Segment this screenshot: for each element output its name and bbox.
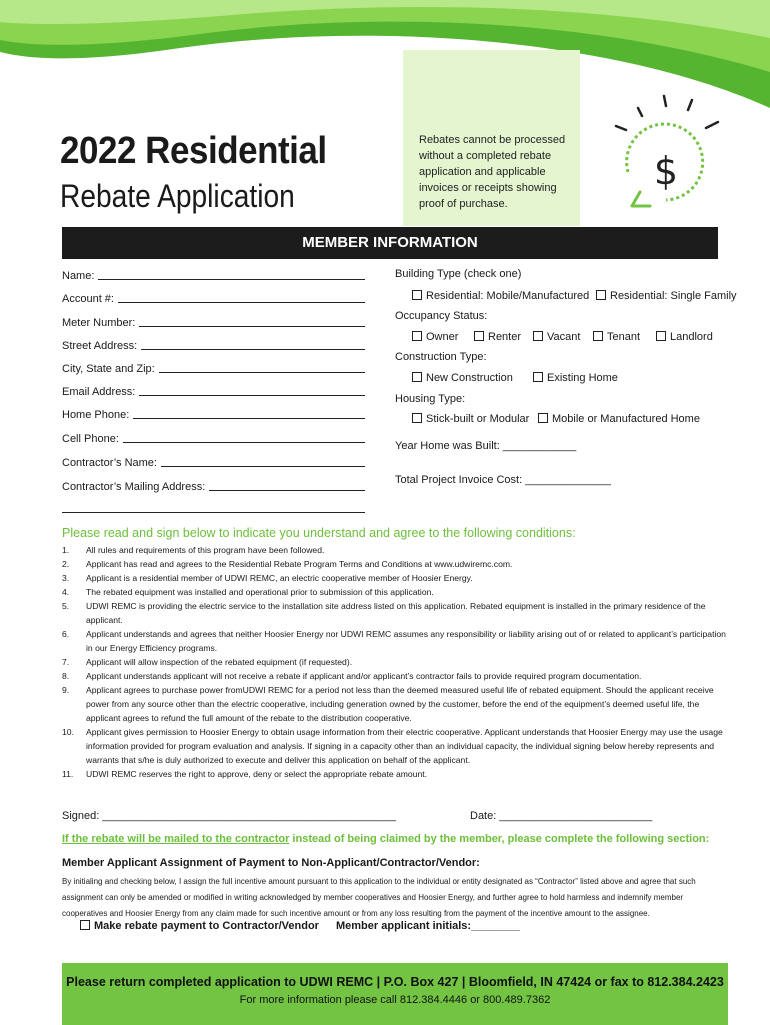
contractor-payment-checkbox[interactable]: Make rebate payment to Contractor/Vendor (80, 920, 319, 932)
home-phone-field[interactable] (62, 405, 365, 421)
assignment-heading: Member Applicant Assignment of Payment to Non-Applicant/Contractor/Vendor: (62, 857, 480, 869)
cell-phone-field[interactable] (62, 429, 365, 445)
page-subtitle: Rebate Application (60, 178, 295, 214)
construction-label: Construction Type: (395, 351, 487, 363)
email-field[interactable] (62, 382, 365, 398)
contractor-address-field[interactable] (62, 477, 365, 493)
list-item: 8. Applicant understands applicant will not receive a rebate if applicant and/or applicant’s contractor fails to provide required program documentation. (62, 671, 642, 681)
option-residential-single-family[interactable]: Residential: Single Family (596, 290, 737, 302)
list-item: 6. Applicant understands and agrees that neither Hoosier Energy nor UDWI REMC assumes any responsibility or liability arising out of or related to applicant’s participation in our Energy Efficiency programs. (62, 629, 726, 653)
field-label: Name: (62, 270, 95, 282)
footer-contact: For more information please call 812.384.4446 or 800.489.7362 (239, 994, 551, 1006)
list-item: 9. Applicant agrees to purchase power fromUDWI REMC for a period not less than the deemed measured useful life of rebated equipment. Should the applicant receive power from any source other than the electric cooperative, including generation owned by the customer, before the end of the equipment’s deemed useful life, the applicant agrees to refund the full amount of the rebate to the distribution cooperative. (62, 685, 714, 723)
list-item: 10. Applicant gives permission to Hoosier Energy to obtain usage information from their electric cooperative. Applicant understands that Hoosier Energy may use the usage information provided for program evaluation and analysis. If signing in a capacity other than an individual capacity, the individual signing below hereby represents and warrants that s/he is duly authorized to execute and deliver this application on behalf of the applicant. (62, 727, 723, 765)
option-mobile-manufactured[interactable]: Mobile or Manufactured Home (538, 413, 700, 425)
list-item: 11. UDWI REMC reserves the right to approve, deny or select the appropriate rebate amount. (62, 769, 428, 779)
checkbox-icon[interactable] (412, 372, 422, 382)
option-landlord[interactable]: Landlord (656, 331, 713, 343)
name-field[interactable] (62, 266, 365, 282)
field-label: Contractor’s Mailing Address: (62, 481, 206, 493)
list-item: 3. Applicant is a residential member of UDWI REMC, an electric cooperative member of Hoosier Energy. (62, 573, 473, 583)
checkbox-icon[interactable] (80, 920, 90, 930)
checkbox-icon[interactable] (533, 331, 543, 341)
option-vacant[interactable]: Vacant (533, 331, 580, 343)
year-built-field[interactable]: Year Home was Built: ____________ (395, 440, 577, 452)
option-stick-built[interactable]: Stick-built or Modular (412, 413, 529, 425)
housing-label: Housing Type: (395, 393, 466, 405)
initials-field[interactable]: Member applicant initials:________ (336, 920, 521, 932)
checkbox-icon[interactable] (596, 290, 606, 300)
footer-return-address: Please return completed application to UDWI REMC | P.O. Box 427 | Bloomfield, IN 47424 or fax to 812.384.2423 (66, 975, 724, 989)
street-address-field[interactable] (62, 336, 365, 352)
option-tenant[interactable]: Tenant (593, 331, 640, 343)
field-label: Contractor’s Name: (62, 457, 157, 469)
option-residential-mobile[interactable]: Residential: Mobile/Manufactured (412, 290, 589, 302)
assignment-body: By initialing and checking below, I assign the full incentive amount pursuant to this application to the individual or entity designated as “Contractor” listed above and agree that such assignment can only be amended or modified in writing acknowledged by member cooperatives and Hoosier Energy, and further agree to hold harmless and indemnify member cooperatives and Hoosier Energy from any claim made for such incentive amount or from any loss resulting from the payment of the incentive amount to the assignee. (62, 877, 696, 918)
conditions-list (62, 543, 726, 781)
checkbox-icon[interactable] (656, 331, 666, 341)
occupancy-label: Occupancy Status: (395, 310, 488, 322)
checkbox-icon[interactable] (538, 413, 548, 423)
checkbox-icon[interactable] (412, 413, 422, 423)
contractor-name-field[interactable] (62, 453, 365, 469)
list-item: 7. Applicant will allow inspection of the rebated equipment (if requested). (62, 657, 353, 667)
contractor-address-line-2[interactable] (62, 512, 365, 513)
section-title: MEMBER INFORMATION (302, 234, 478, 251)
list-item: 2. Applicant has read and agrees to the Residential Rebate Program Terms and Conditions at www.udwiremc.com. (62, 559, 513, 569)
svg-text:$: $ (653, 149, 679, 193)
checkbox-icon[interactable] (412, 331, 422, 341)
signature-field[interactable]: Signed: ________________________________________________ (62, 810, 397, 822)
field-label: Home Phone: (62, 409, 130, 421)
building-type-label: Building Type (check one) (395, 268, 522, 280)
account-field[interactable] (62, 289, 365, 305)
checkbox-icon[interactable] (593, 331, 603, 341)
city-state-zip-field[interactable] (62, 359, 365, 375)
option-owner[interactable]: Owner (412, 331, 458, 343)
field-label: Street Address: (62, 340, 138, 352)
checkbox-icon[interactable] (533, 372, 543, 382)
list-item: 1. All rules and requirements of this program have been followed. (62, 545, 325, 555)
total-cost-field[interactable]: Total Project Invoice Cost: ______________ (395, 474, 611, 486)
option-renter[interactable]: Renter (474, 331, 521, 343)
option-existing-home[interactable]: Existing Home (533, 372, 618, 384)
mail-note: If the rebate will be mailed to the contractor instead of being claimed by the member, please complete the following section: (62, 833, 710, 845)
list-item: 4. The rebated equipment was installed and operational prior to submission of this application. (62, 587, 434, 597)
field-label: Email Address: (62, 386, 136, 398)
meter-number-field[interactable] (62, 313, 365, 329)
field-label: Cell Phone: (62, 433, 119, 445)
checkbox-icon[interactable] (412, 290, 422, 300)
option-new-construction[interactable]: New Construction (412, 372, 513, 384)
field-label: Meter Number: (62, 317, 136, 329)
checkbox-icon[interactable] (474, 331, 484, 341)
date-field[interactable]: Date: _________________________ (470, 810, 653, 822)
list-item: 5. UDWI REMC is providing the electric service to the installation site address listed on this application. Rebated equipment is installed in the primary residence of the applicant. (62, 601, 706, 625)
field-label: Account #: (62, 293, 114, 305)
dollar-refresh-icon (606, 88, 736, 218)
conditions-heading: Please read and sign below to indicate you understand and agree to the following conditions: (62, 526, 576, 540)
field-label: City, State and Zip: (62, 363, 155, 375)
notice-text: Rebates cannot be processed without a completed rebate application and applicable invoices or receipts showing proof of purchase. (419, 134, 566, 210)
page-title: 2022 Residential (60, 130, 327, 172)
